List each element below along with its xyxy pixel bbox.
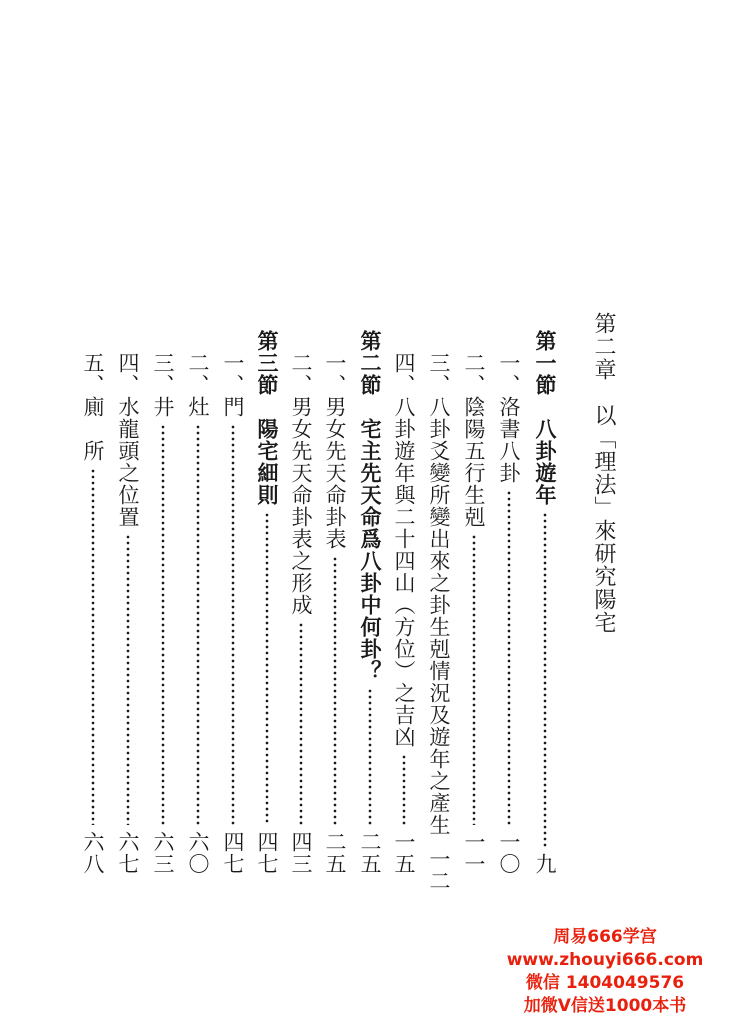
- leader-dots: [320, 556, 350, 825]
- section-title: 第三節 陽宅細則: [255, 330, 280, 506]
- toc-entry: [494, 352, 524, 875]
- entry-title: 一、男女先天命卦表: [323, 352, 347, 550]
- toc-entry: [78, 352, 108, 875]
- toc-entry: [459, 352, 489, 875]
- toc-entry: [286, 352, 316, 875]
- entry-title: 二、男女先天命卦表之形成: [289, 352, 313, 616]
- section-title: 第二節 宅主先天命爲八卦中何卦？: [358, 330, 383, 682]
- toc-entry: [183, 352, 213, 875]
- entry-title: 五、廁 所: [81, 352, 105, 462]
- page-number: 二五: [323, 831, 347, 875]
- leader-dots: [389, 754, 419, 825]
- leader-dots: [459, 534, 489, 825]
- page-number: 九: [533, 853, 557, 875]
- toc-entry: [113, 352, 143, 875]
- leader-dots: [355, 688, 385, 825]
- toc-entry: [252, 330, 282, 875]
- page-number: 四三: [289, 831, 313, 875]
- leader-dots: [530, 512, 560, 847]
- leader-dots: [113, 534, 143, 825]
- leader-dots: [218, 424, 248, 825]
- leader-dots: [183, 424, 213, 825]
- toc-entry: [355, 330, 385, 875]
- watermark-url: www.zhouyi666.com: [506, 950, 704, 970]
- leader-dots: [494, 490, 524, 825]
- watermark-line: 加微V信送1000本书: [523, 996, 687, 1016]
- entry-title: 三、八卦爻變所變出來之卦生剋情況及遊年之產生: [427, 352, 451, 836]
- toc-entry: [530, 330, 560, 875]
- section-title: 第一節 八卦遊年: [533, 330, 558, 506]
- leader-dots: [252, 512, 282, 825]
- page-number: 六〇: [186, 831, 210, 875]
- entry-title: 四、水龍頭之位置: [116, 352, 140, 528]
- leader-dots: [286, 622, 316, 825]
- toc-entry: [148, 352, 178, 875]
- entry-title: 二、陰陽五行生剋: [462, 352, 486, 528]
- toc-entry: [320, 352, 350, 875]
- page-number: 一二: [427, 848, 451, 892]
- page-number: 一一: [462, 831, 486, 875]
- chapter-title-text: 第二章 以「理法」來研究陽宅: [591, 312, 616, 634]
- page-number: 六八: [81, 831, 105, 875]
- leader-dots: [148, 424, 178, 825]
- watermark-line: 周易666学宫: [553, 927, 657, 947]
- page-number: 四七: [221, 831, 245, 875]
- watermark-line: 微信 1404049576: [525, 973, 685, 993]
- page-number: 一〇: [497, 831, 521, 875]
- page-number: 一五: [392, 831, 416, 875]
- entry-title: 一、門: [221, 352, 245, 418]
- page-number: 六七: [116, 831, 140, 875]
- page-number: 六三: [151, 831, 175, 875]
- watermark: [490, 926, 720, 1018]
- toc-entry: [424, 352, 454, 892]
- leader-dots: [78, 468, 108, 825]
- entry-title: 三、井: [151, 352, 175, 418]
- toc-entry: [218, 352, 248, 875]
- chapter-title: [588, 312, 618, 634]
- page-number: 四七: [255, 831, 279, 875]
- page-number: 二五: [358, 831, 382, 875]
- entry-title: 一、洛書八卦: [497, 352, 521, 484]
- entry-title: 四、八卦遊年與二十四山（方位）之吉凶: [392, 352, 416, 748]
- entry-title: 二、灶: [186, 352, 210, 418]
- toc-entry: [389, 352, 419, 875]
